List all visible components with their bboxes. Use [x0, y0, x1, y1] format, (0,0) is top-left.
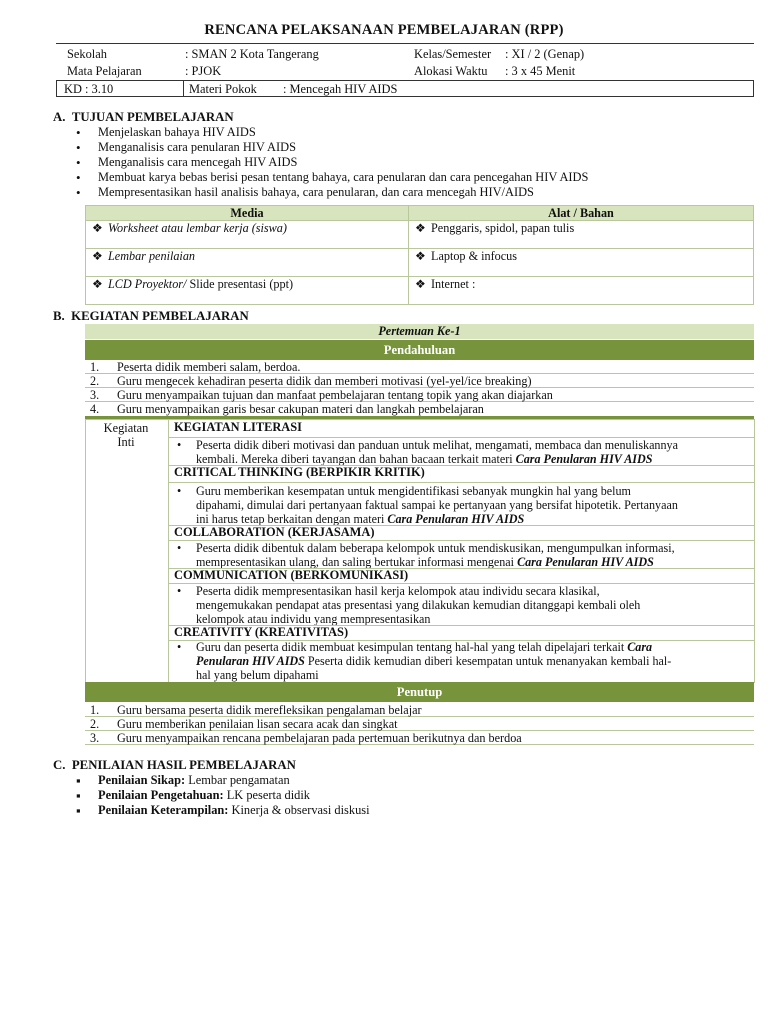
line [196, 452, 748, 466]
row-text: Guru bersama peserta didik merefleksikan pengalaman belajar [117, 703, 422, 717]
line: mengemukakan pendapat atas presentasi yang dilakukan kemudian ditanggapi kembali oleh [196, 598, 641, 612]
table-row [85, 717, 754, 731]
line: Peserta didik mempresentasikan hasil kerja kelompok atau individu secara klasikal, [196, 584, 600, 598]
tujuan-list [72, 125, 588, 200]
text: Guru dan peserta didik membuat kesimpulan tentang hal-hal yang telah dipelajari terkait [196, 640, 628, 654]
kd-divider [183, 80, 184, 96]
media-text: Worksheet atau lembar kerja (siswa) [108, 221, 287, 235]
media-text-rest: Slide presentasi (ppt) [186, 277, 294, 291]
table-row [85, 388, 754, 402]
header-top-rule [56, 43, 754, 44]
media-cell [86, 249, 409, 277]
diamond-bullet-icon: ❖ [415, 249, 426, 263]
row-text: Peserta didik memberi salam, berdoa. [117, 360, 301, 374]
critical-heading: CRITICAL THINKING (BERPIKIR KRITIK) [174, 465, 425, 479]
table-row [85, 374, 754, 388]
item-label: Penilaian Sikap: [98, 773, 186, 787]
alat-header: Alat / Bahan [409, 206, 754, 221]
item-label: Penilaian Keterampilan: [98, 803, 229, 817]
line: dipahami, dimulai dari pertanyaan faktual sampai ke pertanyaan yang bersifat hipotetik. Pertanyaan [196, 498, 678, 512]
media-header: Media [86, 206, 409, 221]
materi-value: : Mencegah HIV AIDS [283, 82, 398, 96]
inti-label-2: Inti [117, 435, 135, 449]
table-row [85, 731, 754, 745]
section-a-heading: A. TUJUAN PEMBELAJARAN [53, 110, 234, 124]
line [196, 512, 748, 526]
bullet-icon: • [177, 484, 182, 498]
mapel-value: : PJOK [185, 64, 222, 78]
media-cell [86, 221, 409, 249]
materi-label: Materi Pokok [189, 82, 257, 96]
comm-heading: COMMUNICATION (BERKOMUNIKASI) [174, 568, 409, 582]
list-item: • Mempresentasikan hasil analisis bahaya, cara penularan, dan cara mencegah HIV/AIDS [72, 185, 588, 200]
emphasis: Cara Penularan HIV AIDS [387, 512, 525, 526]
inti-label-1: Kegiatan [103, 421, 149, 435]
rule [168, 482, 754, 483]
header-bottom-rule [56, 96, 754, 97]
item-value: LK peserta didik [223, 788, 311, 802]
row-number: 4. [90, 402, 100, 416]
alat-cell [409, 221, 754, 249]
emphasis: Cara [627, 640, 653, 654]
alat-cell [409, 277, 754, 305]
row-number: 1. [90, 360, 100, 374]
penutup-header: Penutup [85, 682, 754, 702]
literasi-heading: KEGIATAN LITERASI [174, 420, 302, 434]
row-text: Guru memberikan penilaian lisan secara acak dan singkat [117, 717, 398, 731]
list-item: • Menganalisis cara penularan HIV AIDS [72, 140, 588, 155]
critical-text [177, 484, 748, 526]
text: mempresentasikan ulang, dan saling bertukar informasi mengenai [196, 555, 518, 569]
list-item [72, 773, 370, 788]
alokasi-label: Alokasi Waktu [414, 64, 488, 78]
text: kembali. Mereka diberi tayangan dan bahan bacaan terkait materi [196, 452, 516, 466]
row-number: 1. [90, 703, 100, 717]
line [196, 555, 748, 569]
inti-divider [168, 419, 169, 682]
text: ini harus tetap berkaitan dengan materi [196, 512, 388, 526]
diamond-bullet-icon: ❖ [415, 221, 426, 235]
comm-text [177, 584, 748, 626]
diamond-bullet-icon: ❖ [92, 249, 103, 263]
diamond-bullet-icon: ❖ [92, 277, 103, 291]
kelas-label: Kelas/Semester [414, 47, 492, 61]
line: Guru memberikan kesempatan untuk mengidentifikasi sebanyak mungkin hal yang belum [196, 484, 631, 498]
emphasis: Cara Penularan HIV AIDS [517, 555, 654, 569]
emphasis: Penularan HIV AIDS [196, 654, 305, 668]
table-row [85, 402, 754, 416]
row-text: Guru menyampaikan tujuan dan manfaat pembelajaran tentang topik yang akan diajarkan [117, 388, 553, 402]
literasi-text [177, 438, 748, 466]
row-text: Guru menyampaikan garis besar cakupan materi dan langkah pembelajaran [117, 402, 484, 416]
bullet-icon: • [177, 438, 182, 452]
alat-text: Internet : [431, 277, 476, 291]
sekolah-value: : SMAN 2 Kota Tangerang [185, 47, 319, 61]
row-text: Guru mengecek kehadiran peserta didik dan memberi motivasi (yel-yel/ice breaking) [117, 374, 532, 388]
row-number: 2. [90, 374, 100, 388]
emphasis: Cara Penularan HIV AIDS [515, 452, 653, 466]
list-item: • Menjelaskan bahaya HIV AIDS [72, 125, 588, 140]
section-b-heading: B. KEGIATAN PEMBELAJARAN [53, 309, 249, 323]
row-number: 2. [90, 717, 100, 731]
diamond-bullet-icon: ❖ [92, 221, 103, 235]
text: Peserta didik kemudian diberi kesempatan untuk menanyakan kembali hal- [304, 654, 672, 668]
alat-cell [409, 249, 754, 277]
table-row [85, 703, 754, 717]
list-item: • Menganalisis cara mencegah HIV AIDS [72, 155, 588, 170]
table-row [85, 360, 754, 374]
line: kelompok atau individu yang mempresentasikan [196, 612, 431, 626]
row-number: 3. [90, 388, 100, 402]
pendahuluan-header: Pendahuluan [85, 340, 754, 360]
section-c-heading: C. PENILAIAN HASIL PEMBELAJARAN [53, 758, 296, 772]
kelas-value: : XI / 2 (Genap) [505, 47, 585, 61]
sekolah-label: Sekolah [67, 47, 107, 61]
media-cell [86, 277, 409, 305]
bullet-icon: • [177, 541, 182, 555]
item-label: Penilaian Pengetahuan: [98, 788, 224, 802]
alat-text: Laptop & infocus [431, 249, 517, 263]
header-mid-rule [56, 80, 754, 81]
row-text: Guru menyampaikan rencana pembelajaran pada pertemuan berikutnya dan berdoa [117, 731, 522, 745]
creat-heading: CREATIVITY (KREATIVITAS) [174, 625, 349, 639]
media-text: LCD Proyektor/ [108, 277, 187, 291]
kd-value: KD : 3.10 [64, 82, 114, 96]
line: hal yang belum dipahami [196, 668, 319, 682]
penilaian-list [72, 773, 370, 818]
line [196, 640, 748, 654]
media-table [85, 205, 754, 305]
bullet-icon: • [177, 640, 182, 654]
bullet-icon: • [177, 584, 182, 598]
document-title: RENCANA PELAKSANAAN PEMBELAJARAN (RPP) [204, 22, 564, 38]
collab-text [177, 541, 748, 569]
alokasi-value: : 3 x 45 Menit [505, 64, 576, 78]
line [196, 654, 748, 668]
pertemuan-header: Pertemuan Ke-1 [85, 324, 754, 339]
creat-text [177, 640, 748, 682]
item-value: Lembar pengamatan [185, 773, 290, 787]
kd-right-border [753, 80, 754, 96]
line: Peserta didik dibentuk dalam beberapa kelompok untuk mendiskusikan, mengumpulkan informasi, [196, 541, 675, 555]
alat-text: Penggaris, spidol, papan tulis [431, 221, 575, 235]
collab-heading: COLLABORATION (KERJASAMA) [174, 525, 375, 539]
media-text: Lembar penilaian [108, 249, 196, 263]
mapel-label: Mata Pelajaran [67, 64, 142, 78]
list-item [72, 803, 370, 818]
list-item [72, 788, 370, 803]
list-item: • Membuat karya bebas berisi pesan tentang bahaya, cara penularan dan cara pencegahan HIV AIDS [72, 170, 588, 185]
kd-left-border [56, 80, 57, 96]
item-value: Kinerja & observasi diskusi [228, 803, 370, 817]
diamond-bullet-icon: ❖ [415, 277, 426, 291]
line: Peserta didik diberi motivasi dan panduan untuk melihat, mengamati, membaca dan menuliskannya [196, 438, 678, 452]
row-number: 3. [90, 731, 100, 745]
